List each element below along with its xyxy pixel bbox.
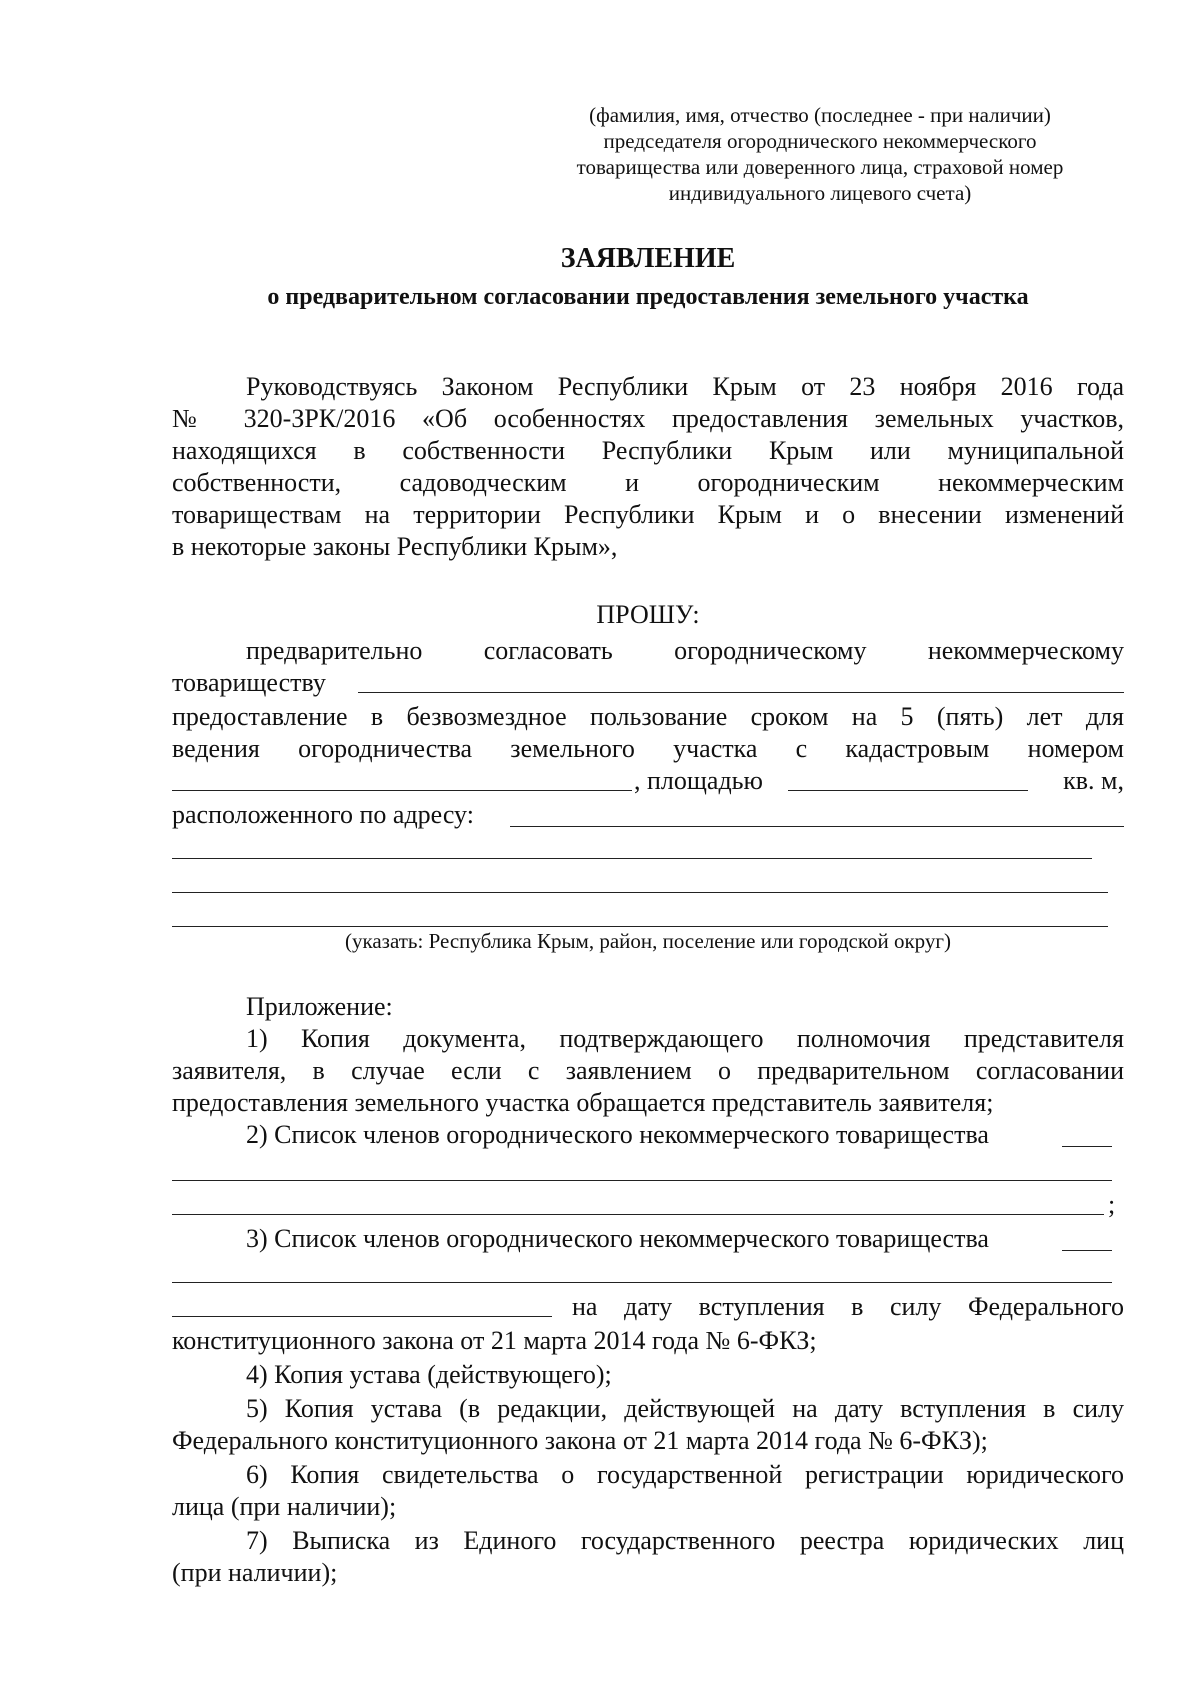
attachment-item: 5) Копия устава (в редакции, действующей на дату вступления в силу (246, 1394, 1124, 1423)
preamble-line: Руководствуясь Законом Республики Крым от 23 ноября 2016 года (246, 372, 1124, 401)
members-list-field[interactable] (172, 1282, 1112, 1283)
header-note-line: товарищества или доверенного лица, страховой номер (576, 155, 1064, 179)
preamble-line: № 320-ЗРК/2016 «Об особенностях предоставления земельных участков, (172, 404, 1124, 433)
address-field[interactable] (172, 926, 1108, 927)
document-subtitle: о предварительном согласовании предоставления земельного участка (267, 284, 1029, 310)
partnership-name-field[interactable] (358, 692, 1124, 693)
members-list-field[interactable] (1062, 1146, 1112, 1147)
preamble-line: в некоторые законы Республики Крым», (172, 532, 618, 561)
address-field[interactable] (172, 892, 1108, 893)
preamble-line: товариществам на территории Республики Крым и о внесении изменений (172, 500, 1124, 529)
request-line: предварительно согласовать огородническому некоммерческому (246, 636, 1124, 665)
attachment-item: лица (при наличии); (172, 1492, 397, 1521)
attachment-item: Федерального конституционного закона от 21 марта 2014 года № 6-ФКЗ); (172, 1426, 988, 1455)
attachment-item: 2) Список членов огороднического некоммерческого товарищества (246, 1120, 989, 1149)
request-line: товариществу (172, 668, 326, 697)
attachment-item: конституционного закона от 21 марта 2014 года № 6-ФКЗ; (172, 1326, 817, 1355)
header-note-line: председателя огороднического некоммерческого (603, 129, 1037, 153)
members-list-field[interactable] (1062, 1250, 1112, 1251)
members-list-field[interactable] (172, 1214, 1104, 1215)
attachment-item: 4) Копия устава (действующего); (246, 1360, 612, 1389)
attachment-item: 1) Копия документа, подтверждающего полномочия представителя (246, 1024, 1124, 1053)
area-field[interactable] (788, 790, 1028, 791)
attachment-item: (при наличии); (172, 1558, 338, 1587)
attachments-heading: Приложение: (246, 992, 393, 1021)
attachment-item: предоставления земельного участка обращается представитель заявителя; (172, 1088, 994, 1117)
attachment-item-end: ; (1108, 1190, 1116, 1219)
attachment-item: 3) Список членов огороднического некоммерческого товарищества (246, 1224, 989, 1253)
preamble-line: собственности, садоводческим и огородническим некоммерческим (172, 468, 1124, 497)
attachment-item: на дату вступления в силу Федерального (572, 1292, 1124, 1321)
address-field[interactable] (172, 858, 1092, 859)
request-line: ведения огородничества земельного участка с кадастровым номером (172, 734, 1124, 763)
attachment-item: заявителя, в случае если с заявлением о предварительном согласовании (172, 1056, 1124, 1085)
address-hint: (указать: Республика Крым, район, поселение или городской округ) (344, 929, 952, 953)
members-list-field[interactable] (172, 1316, 552, 1317)
attachment-item: 6) Копия свидетельства о государственной регистрации юридического (246, 1460, 1124, 1489)
address-field[interactable] (510, 826, 1124, 827)
address-label: расположенного по адресу: (172, 800, 474, 829)
document-title: ЗАЯВЛЕНИЕ (560, 243, 736, 274)
header-note-line: индивидуального лицевого счета) (668, 181, 972, 205)
attachment-item: 7) Выписка из Единого государственного реестра юридических лиц (246, 1526, 1124, 1555)
cadastral-number-field[interactable] (172, 790, 632, 791)
request-heading: ПРОШУ: (596, 600, 700, 629)
members-list-field[interactable] (172, 1180, 1112, 1181)
header-note-line: (фамилия, имя, отчество (последнее - при наличии) (589, 103, 1051, 127)
request-line: предоставление в безвозмездное пользование сроком на 5 (пять) лет для (172, 702, 1124, 731)
preamble-line: находящихся в собственности Республики Крым или муниципальной (172, 436, 1124, 465)
area-label: , площадью (634, 766, 763, 795)
area-unit: кв. м, (1063, 766, 1124, 795)
